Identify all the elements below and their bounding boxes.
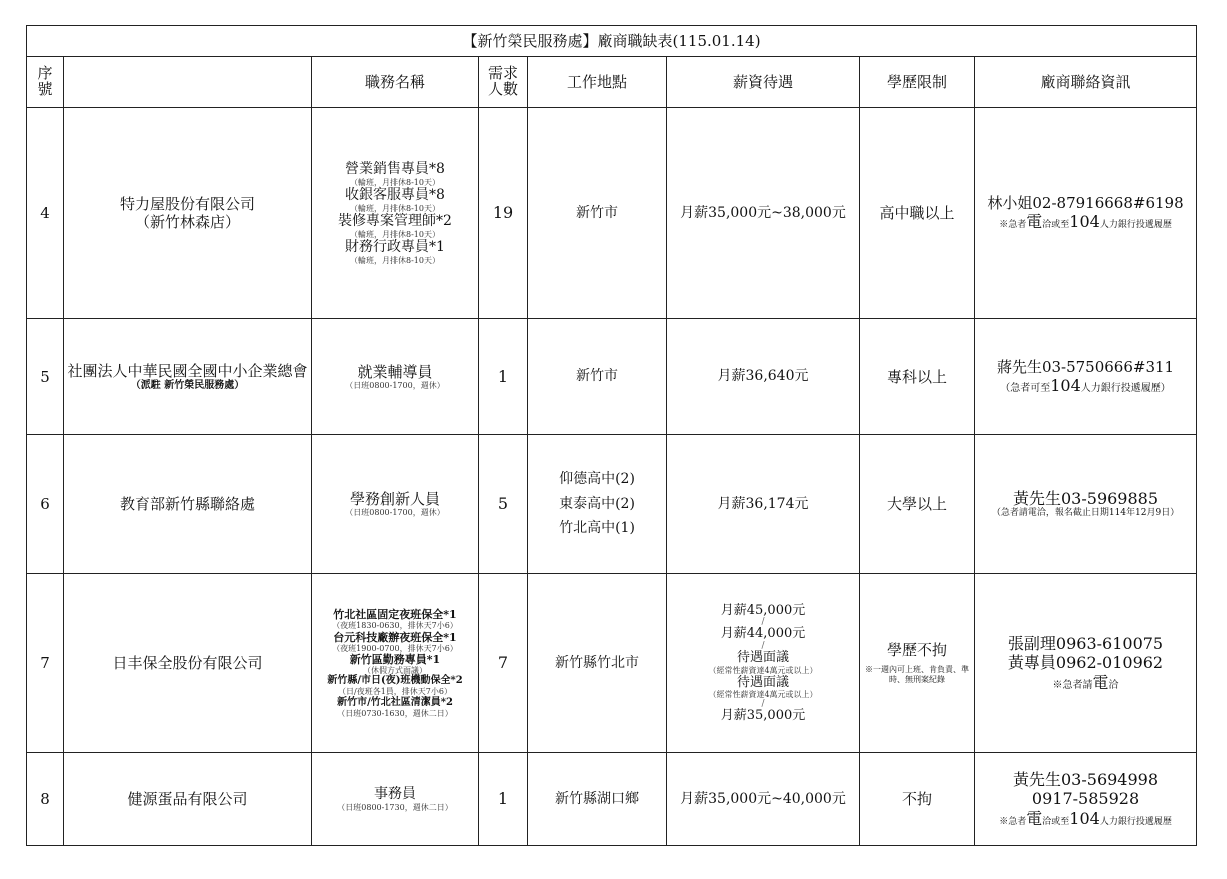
- work-location: 新竹市: [528, 108, 667, 319]
- company-name: 特力屋股份有限公司 （新竹林森店）: [64, 108, 312, 319]
- salary-item: 待遇面議: [736, 650, 789, 666]
- job-note: （輪班，月排休8-10天）: [350, 229, 440, 239]
- contact-info: [975, 108, 1197, 319]
- headcount: 1: [479, 319, 528, 435]
- work-location: 新竹縣竹北市: [528, 574, 667, 753]
- job-note: （日班0800-1700，週休）: [345, 508, 445, 518]
- job-title: 事務員: [374, 786, 416, 802]
- row-seq: 7: [27, 574, 64, 753]
- contact-info: [975, 319, 1197, 435]
- job-note: （休假方式面議）: [363, 666, 427, 676]
- job-note: （日班0800-1730，週休二日）: [337, 802, 453, 812]
- company-sub-note: （派駐 新竹榮民服務處）: [130, 379, 245, 391]
- education-note: ※一週內可上班、肯負責、準時、無刑案紀錄: [865, 665, 969, 684]
- table-title: 【新竹榮民服務處】廠商職缺表(115.01.14): [27, 26, 1197, 57]
- job-note: （輪班，月排休8-10天）: [350, 177, 440, 187]
- header-contact: 廠商聯絡資訊: [975, 57, 1197, 108]
- education-requirement: 高中職以上: [860, 108, 975, 319]
- job-title: 裝修專案管理師*2: [338, 213, 452, 229]
- job-note: （夜班1900-0700，排休天7小6）: [332, 643, 458, 653]
- headcount: 19: [479, 108, 528, 319]
- job-note: （日班0730-1630，週休二日）: [337, 708, 453, 718]
- job-listing-table: [26, 25, 1197, 846]
- salary: 月薪35,000元~38,000元: [667, 108, 860, 319]
- header-count: 需求 人數: [479, 57, 528, 108]
- education-requirement: 學歷不拘 ※一週內可上班、肯負責、準時、無刑案紀錄: [860, 574, 975, 753]
- contact-note: （急者可至104人力銀行投遞履歷）: [1000, 375, 1171, 395]
- job-titles: [312, 753, 479, 846]
- salary-item: 月薪35,000元: [720, 707, 806, 723]
- table-row: [27, 319, 1197, 435]
- salary-separator: /: [761, 640, 765, 651]
- contact-line: 黃專員0962-010962: [1007, 653, 1164, 673]
- salary-item: 月薪45,000元: [720, 602, 806, 618]
- contact-line: 黃先生03-5694998: [1013, 770, 1159, 790]
- salary-item: 月薪44,000元: [720, 626, 806, 642]
- header-education: 學歷限制: [860, 57, 975, 108]
- job-note: （日班0800-1700，週休）: [345, 380, 445, 390]
- job-note: （日/夜班各1員，排休天7小6）: [338, 687, 452, 697]
- contact-note: ※急者電洽或至104人力銀行投遞履歷: [999, 808, 1172, 828]
- headcount: 7: [479, 574, 528, 753]
- row-seq: 4: [27, 108, 64, 319]
- row-seq: 8: [27, 753, 64, 846]
- job-title: 台元科技廠辦夜班保全*1: [333, 630, 457, 644]
- contact-info: [975, 753, 1197, 846]
- headcount: 5: [479, 435, 528, 574]
- salary: 月薪35,000元~40,000元: [667, 753, 860, 846]
- job-title: 新竹區勤務專員*1: [349, 653, 441, 666]
- header-job: 職務名稱: [312, 57, 479, 108]
- job-title: 收銀客服專員*8: [345, 187, 445, 204]
- location-item: 東泰高中(2): [559, 495, 635, 512]
- work-location: 新竹市: [528, 319, 667, 435]
- row-seq: 6: [27, 435, 64, 574]
- job-title: 新竹市/竹北社區清潔員*2: [337, 696, 453, 708]
- job-titles: [312, 319, 479, 435]
- job-note: （輪班，月排休8-10天）: [350, 255, 440, 265]
- company-name: 日丰保全股份有限公司: [64, 574, 312, 753]
- salary: 月薪36,174元: [667, 435, 860, 574]
- contact-line: 張副理0963-610075: [1007, 634, 1164, 654]
- job-title: 就業輔導員: [357, 362, 433, 381]
- contact-info: [975, 435, 1197, 574]
- header-company: [64, 57, 312, 108]
- company-name: 教育部新竹縣聯絡處: [64, 435, 312, 574]
- table-title-row: [27, 26, 1197, 57]
- contact-line: 林小姐02-87916668#6198: [987, 194, 1184, 213]
- table-row: [27, 108, 1197, 319]
- location-item: 仰德高中(2): [559, 470, 635, 487]
- table-header-row: [27, 57, 1197, 108]
- job-title: 竹北社區固定夜班保全*1: [333, 608, 457, 622]
- contact-note: ※急者電洽或至104人力銀行投遞履歷: [999, 212, 1172, 232]
- table-row: [27, 574, 1197, 753]
- work-locations: [528, 435, 667, 574]
- salary-note: （經常性薪資達4萬元或以上）: [708, 690, 818, 700]
- job-title: 營業銷售專員*8: [345, 161, 445, 178]
- table-row: [27, 435, 1197, 574]
- contact-note: ※急者請電洽: [1052, 672, 1119, 692]
- salary-item: 待遇面議: [736, 674, 789, 690]
- salary-list: [667, 574, 860, 753]
- job-title: 新竹縣/市日(夜)班機動保全*2: [327, 675, 463, 687]
- job-titles: [312, 574, 479, 753]
- headcount: 1: [479, 753, 528, 846]
- work-location: 新竹縣湖口鄉: [528, 753, 667, 846]
- salary-separator: /: [761, 698, 765, 709]
- salary: 月薪36,640元: [667, 319, 860, 435]
- contact-info: [975, 574, 1197, 753]
- education-requirement: 大學以上: [860, 435, 975, 574]
- header-pay: 薪資待遇: [667, 57, 860, 108]
- contact-note: （急者請電洽，報名截止日期114年12月9日）: [991, 508, 1180, 519]
- row-seq: 5: [27, 319, 64, 435]
- job-title: 財務行政專員*1: [345, 238, 445, 255]
- contact-line: 黃先生03-5969885: [1013, 489, 1159, 508]
- header-seq: 序 號: [27, 57, 64, 108]
- contact-line: 0917-585928: [1031, 789, 1140, 809]
- job-title: 學務創新人員: [349, 490, 440, 509]
- job-titles: [312, 435, 479, 574]
- contact-line: 蔣先生03-5750666#311: [996, 357, 1175, 376]
- salary-note: （經常性薪資達4萬元或以上）: [708, 665, 818, 675]
- table-row: [27, 753, 1197, 846]
- salary-separator: /: [761, 617, 765, 628]
- job-note: （夜班1830-0630，排休天7小6）: [332, 621, 458, 631]
- header-location: 工作地點: [528, 57, 667, 108]
- job-titles: [312, 108, 479, 319]
- location-item: 竹北高中(1): [559, 520, 635, 537]
- company-name: 健源蛋品有限公司: [64, 753, 312, 846]
- job-note: （輪班，月排休8-10天）: [350, 203, 440, 213]
- company-name: 社團法人中華民國全國中小企業總會 （派駐 新竹榮民服務處）: [64, 319, 312, 435]
- education-requirement: 不拘: [860, 753, 975, 846]
- education-requirement: 專科以上: [860, 319, 975, 435]
